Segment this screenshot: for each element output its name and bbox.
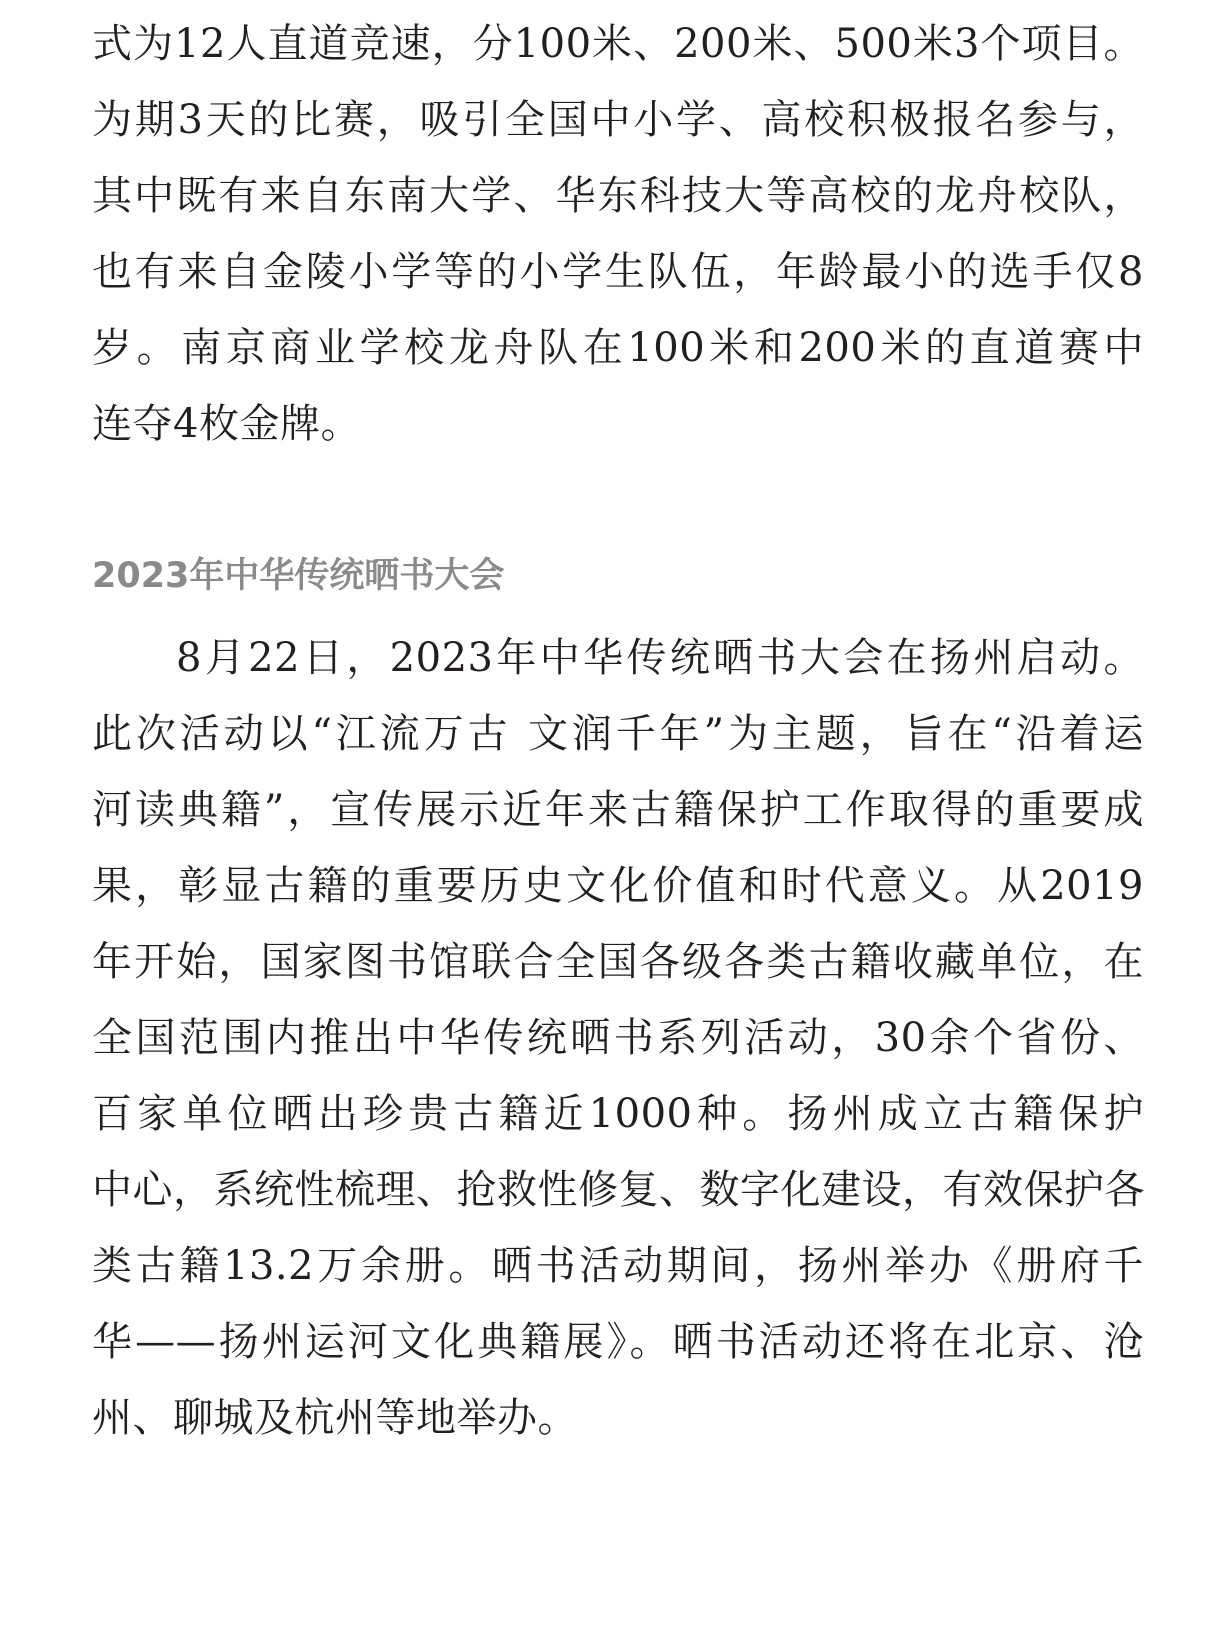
text-line: 类古籍13.2万余册。晒书活动期间，扬州举办《册府千 xyxy=(92,1243,1144,1289)
section-heading: 2023年中华传统晒书大会 xyxy=(92,556,505,596)
text-line: 州、聊城及杭州等地举办。 xyxy=(92,1395,578,1441)
text-line: 中心，系统性梳理、抢救性修复、数字化建设，有效保护各 xyxy=(92,1167,1145,1213)
text-line: 为期3天的比赛，吸引全国中小学、高校积极报名参与， xyxy=(92,97,1144,143)
text-line: 果，彰显古籍的重要历史文化价值和时代意义。从2019 xyxy=(92,863,1144,909)
text-line: 全国范围内推出中华传统晒书系列活动，30余个省份、 xyxy=(92,1015,1144,1061)
text-line: 式为12人直道竞速，分100米、200米、500米3个项目。 xyxy=(92,21,1144,67)
text-line: 年开始，国家图书馆联合全国各级各类古籍收藏单位，在 xyxy=(92,939,1144,985)
text-line: 其中既有来自东南大学、华东科技大等高校的龙舟校队， xyxy=(92,173,1144,219)
text-line: 河读典籍”，宣传展示近年来古籍保护工作取得的重要成 xyxy=(92,787,1144,833)
text-line: 岁。南京商业学校龙舟队在100米和200米的直道赛中 xyxy=(92,325,1144,371)
text-line: 也有来自金陵小学等的小学生队伍，年龄最小的选手仅8 xyxy=(92,249,1144,295)
text-line: 此次活动以“江流万古 文润千年”为主题，旨在“沿着运 xyxy=(92,711,1144,757)
text-line: 百家单位晒出珍贵古籍近1000种。扬州成立古籍保护 xyxy=(92,1091,1144,1137)
text-line: 连夺4枚金牌。 xyxy=(92,401,361,447)
text-line: 8月22日，2023年中华传统晒书大会在扬州启动。 xyxy=(176,635,1144,681)
text-line: 华——扬州运河文化典籍展》。晒书活动还将在北京、沧 xyxy=(92,1319,1144,1365)
